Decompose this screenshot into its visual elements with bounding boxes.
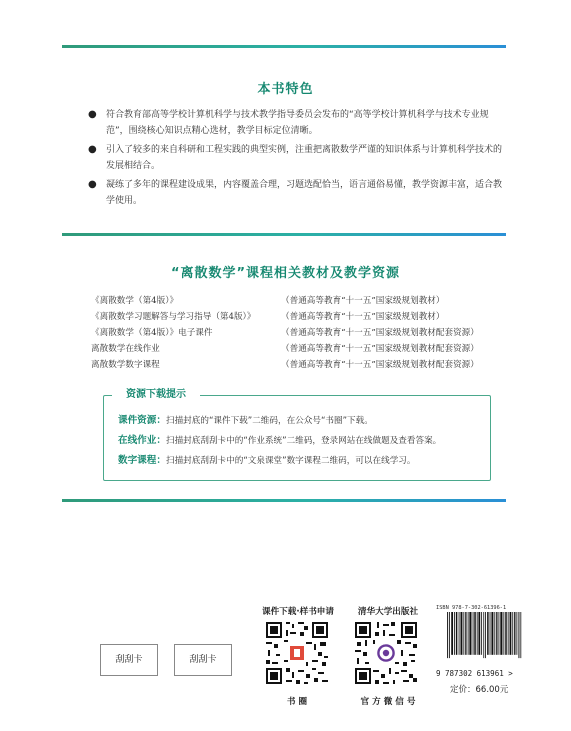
- download-hint-lines: [118, 411, 488, 471]
- download-line-text: 扫描封底刮刮卡中的“作业系统”二维码，登录网站在线做题及查看答案。: [165, 436, 442, 446]
- bullet-icon: ●: [88, 109, 97, 120]
- resource-title: 离散数学数字课程: [91, 360, 160, 370]
- download-line: [118, 451, 488, 471]
- resource-note: （普通高等教育“十一五”国家级规划教材配套资源）: [281, 344, 479, 354]
- download-hint-title: 资源下载提示: [112, 387, 200, 403]
- resource-row: [91, 357, 511, 373]
- scratch-card[interactable]: 刮刮卡: [174, 644, 232, 676]
- qr-code-shuquan[interactable]: [264, 620, 330, 686]
- top-divider-bar: [62, 45, 506, 48]
- qr-caption-bottom: 官 方 微 信 号: [360, 697, 416, 707]
- resource-note: （普通高等教育“十一五”国家级规划教材配套资源）: [281, 328, 479, 338]
- resources-title: “离散数学”课程相关教材及教学资源: [170, 266, 401, 281]
- features-title: 本书特色: [257, 82, 314, 97]
- feature-item: [88, 177, 508, 209]
- feature-text: 引入了较多的来自科研和工程实践的典型实例，注重把离散数学严谨的知识体系与计算机科学技术的发展相结合。: [106, 145, 503, 171]
- resource-row: [91, 325, 511, 341]
- barcode: [433, 612, 537, 668]
- qr-caption-bottom: 书 圈: [286, 697, 308, 707]
- resource-note: （普通高等教育“十一五”国家级规划教材配套资源）: [281, 360, 479, 370]
- bottom-divider-bar: [62, 499, 506, 502]
- resource-row: [91, 293, 511, 309]
- resource-table: [91, 293, 511, 373]
- feature-item: [88, 142, 508, 174]
- ean-digits: 9 787302 613961 >: [436, 669, 513, 678]
- resource-note: （普通高等教育“十一五”国家级规划教材）: [281, 296, 445, 306]
- feature-text: 符合教育部高等学校计算机科学与技术教学指导委员会发布的“高等学校计算机科学与技术专业规范”，围绕核心知识点精心选材，教学目标定位清晰。: [106, 110, 489, 136]
- resource-row: [91, 309, 511, 325]
- download-line-label: 数字课程：: [118, 455, 166, 466]
- download-line-text: 扫描封底的“课件下载”二维码，在公众号“书圈”下载。: [165, 416, 373, 426]
- resource-note: （普通高等教育“十一五”国家级规划教材）: [281, 312, 445, 322]
- feature-item: [88, 107, 508, 139]
- download-line: [118, 431, 488, 451]
- resource-title: 《离散数学（第4版）》: [91, 296, 179, 306]
- resource-title: 《离散数学习题解答与学习指导（第4版）》: [91, 312, 256, 322]
- scratch-card[interactable]: 刮刮卡: [100, 644, 158, 676]
- resource-row: [91, 341, 511, 357]
- resource-title: 《离散数学（第4版）》电子课件: [91, 328, 213, 338]
- qr-caption-top: 课件下载·样书申请: [261, 607, 334, 617]
- resource-title: 离散数学在线作业: [91, 344, 160, 354]
- qr-caption-top: 清华大学出版社: [357, 607, 419, 617]
- price-label: 定价：66.00元: [450, 685, 509, 695]
- download-line-label: 课件资源：: [118, 415, 166, 426]
- download-line-label: 在线作业：: [118, 435, 166, 446]
- download-line-text: 扫描封底刮刮卡中的“文泉课堂”数字课程二维码，可以在线学习。: [165, 456, 416, 466]
- qr-code-publisher-wechat[interactable]: [353, 620, 419, 686]
- bullet-icon: ●: [88, 179, 97, 190]
- isbn-text: ISBN 978-7-302-61396-1: [436, 605, 507, 611]
- features-list: [88, 107, 508, 212]
- middle-divider-bar: [62, 233, 506, 236]
- feature-text: 凝练了多年的课程建设成果，内容覆盖合理，习题选配恰当，语言通俗易懂，教学资源丰富，适合教学使用。: [106, 180, 503, 206]
- bullet-icon: ●: [88, 144, 97, 155]
- download-line: [118, 411, 488, 431]
